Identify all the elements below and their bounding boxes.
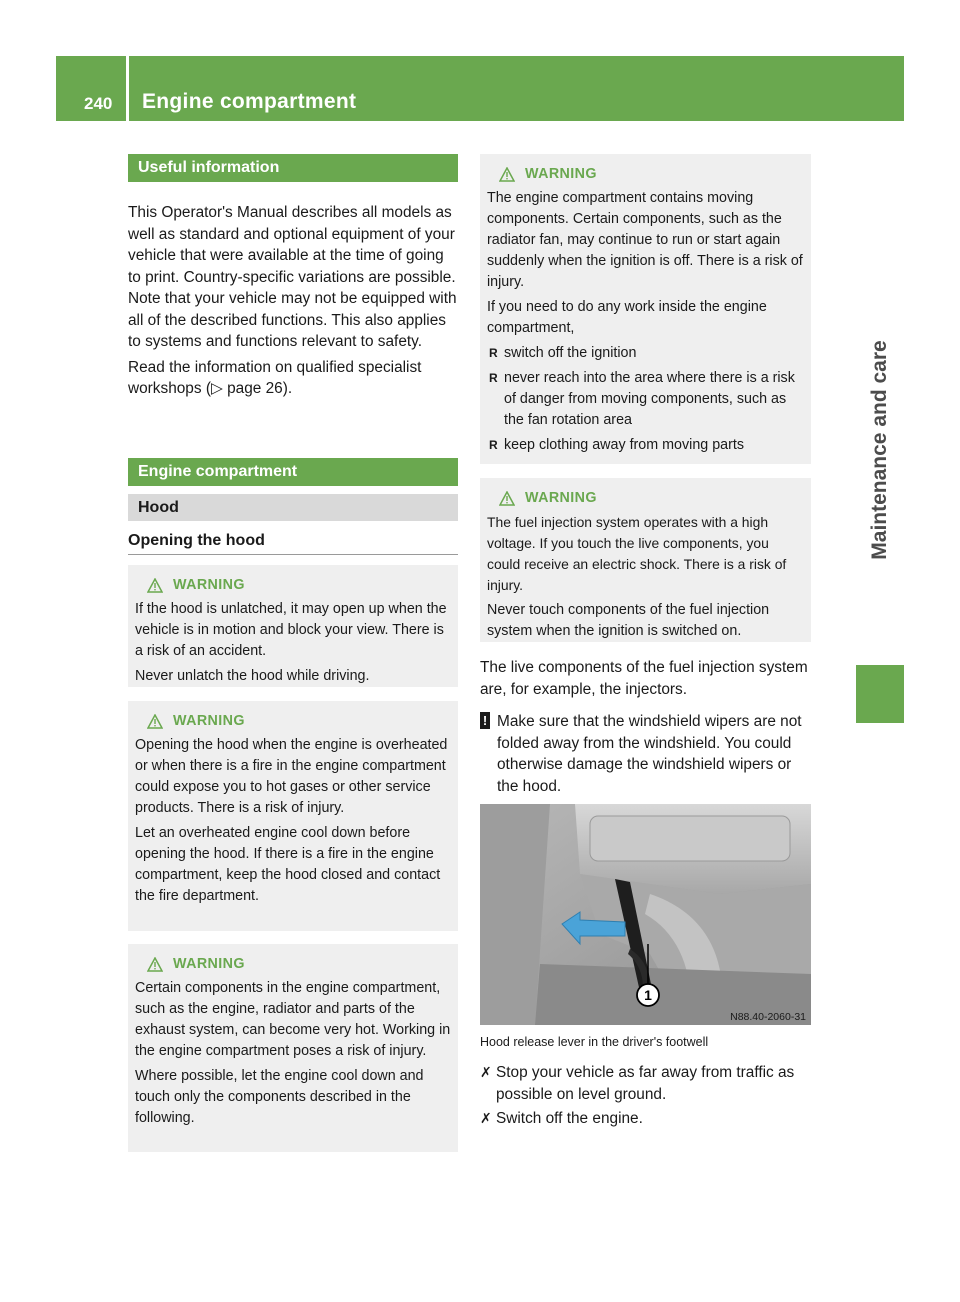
step-item (480, 1062, 811, 1105)
exclamation-icon: ! (480, 712, 490, 729)
useful-info-heading: Useful information (128, 154, 458, 182)
warning-text: If the hood is unlatched, it may open up when the vehicle is in motion and block your view. There is a risk of an accident. (135, 601, 447, 659)
step-text: Switch off the engine. (496, 1110, 643, 1127)
warning-text: Certain components in the engine compartment, such as the engine, radiator and parts of the exhaust system, can become very hot. Working in the engine compartment poses a risk of injury. (135, 980, 451, 1059)
useful-info-body (128, 202, 460, 400)
page-title: Engine compartment (142, 90, 357, 113)
warning-triangle-icon (147, 714, 163, 729)
hood-lever-illustration (480, 804, 811, 1025)
note-text: Make sure that the windshield wipers are not folded away from the windshield. You could otherwise damage the windshield wipers or the hood. (497, 713, 802, 795)
warning-triangle-icon (147, 957, 163, 972)
warning-label: WARNING (525, 490, 597, 506)
step-item (480, 1108, 811, 1130)
warning-box-5 (480, 478, 811, 642)
warning-triangle-icon (499, 491, 515, 506)
warning-box-4 (480, 154, 811, 464)
side-tab-marker (856, 665, 904, 723)
hood-heading: Hood (128, 494, 458, 521)
warning-bullet-list (487, 343, 804, 456)
warning-triangle-icon (499, 167, 515, 182)
workshops-reference[interactable]: Read the information on qualified specialist workshops (▷ page 26). (128, 358, 422, 397)
list-item: R keep clothing away from moving parts (487, 435, 804, 456)
figure-caption: Hood release lever in the driver's footwell (480, 1035, 709, 1049)
header-divider (126, 56, 129, 121)
warning-triangle-icon (147, 578, 163, 593)
warning-text: Opening the hood when the engine is overheated or when there is a fire in the engine compartment could expose you to hot gases or other service products. There is a risk of injury. (135, 737, 448, 816)
warning-label: WARNING (173, 577, 245, 593)
warning-text: If you need to do any work inside the engine compartment, (487, 299, 767, 336)
warning-label: WARNING (173, 713, 245, 729)
warning-label: WARNING (173, 956, 245, 972)
step-arrow-icon: ✗ (480, 1110, 492, 1126)
page-number: 240 (84, 94, 113, 113)
live-components-text: The live components of the fuel injection system are, for example, the injectors. (480, 659, 808, 698)
list-item: R switch off the ignition (487, 343, 804, 364)
callout-number: 1 (644, 987, 652, 1003)
hood-release-photo (480, 804, 811, 1025)
warning-text: Never unlatch the hood while driving. (135, 668, 370, 684)
warning-label: WARNING (525, 166, 597, 182)
warning-text: The engine compartment contains moving components. Certain components, such as the radiator fan, may continue to run or start again suddenly when the ignition is off. There is a risk of injury. (487, 190, 803, 290)
useful-info-paragraph: This Operator's Manual describes all models as well as standard and optional equipment of your vehicle that were available at the time of going to print. Country-specific variations are possible. Note that your vehicle may not be equipped with all of the described functions. This also applies to systems and functions relevant to safety. (128, 204, 457, 350)
warning-text: Let an overheated engine cool down before opening the hood. If there is a fire in the engine compartment, keep the hood closed and contact the fire department. (135, 825, 441, 904)
opening-hood-heading: Opening the hood (128, 532, 458, 555)
warning-box-1 (128, 565, 458, 687)
warning-box-2 (128, 701, 458, 931)
note-box (480, 711, 813, 797)
warning-text: Never touch components of the fuel injection system when the ignition is switched on. (487, 602, 770, 639)
step-text: Stop your vehicle as far away from traffic as possible on level ground. (496, 1064, 795, 1103)
warning-text: Where possible, let the engine cool down and touch only the components described in the following. (135, 1068, 424, 1126)
figure-code: N88.40-2060-31 (730, 1011, 806, 1023)
list-item: R never reach into the area where there is a risk of danger from moving components, such as the fan rotation area (487, 368, 804, 431)
engine-compartment-heading: Engine compartment (128, 458, 458, 486)
warning-text: The fuel injection system operates with a high voltage. If you touch the live components, you could receive an electric shock. There is a risk of injury. (487, 514, 787, 593)
warning-box-3 (128, 944, 458, 1152)
section-tab-label: Maintenance and care (868, 340, 891, 560)
step-arrow-icon: ✗ (480, 1064, 492, 1080)
